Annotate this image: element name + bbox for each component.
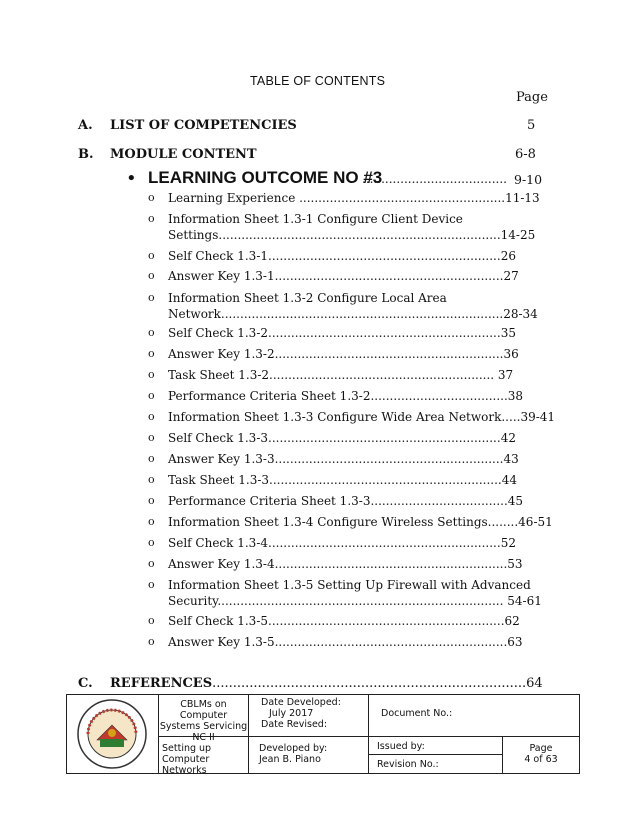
entry-bullet: o: [148, 368, 155, 381]
page-number-cell: [503, 737, 579, 773]
entry-text: Performance Criteria Sheet 1.3-2....................................38: [168, 389, 524, 403]
entry-bullet: o: [148, 249, 155, 262]
module-title-cell: Setting up Computer Networks: [159, 737, 249, 773]
document-footer-table: [66, 694, 580, 774]
entry-text-continued: Network..........................................................................28-34: [168, 307, 538, 321]
entry-text: Answer Key 1.3-2............................................................36: [168, 347, 519, 361]
entry-text: Self Check 1.3-1.............................................................26: [168, 249, 516, 263]
section-b-pages: 6-8: [515, 147, 536, 162]
entry-text: Self Check 1.3-3.............................................................42: [168, 431, 516, 445]
entry-text: Performance Criteria Sheet 1.3-3....................................45: [168, 494, 524, 508]
entry-text: Information Sheet 1.3-5 Setting Up Firewall with Advanced: [168, 578, 531, 592]
entry-bullet: o: [148, 269, 155, 282]
learning-outcome-title: LEARNING OUTCOME NO #3: [148, 168, 383, 187]
entry-bullet: o: [148, 326, 155, 339]
section-b-letter: B.: [78, 147, 94, 162]
developed-by-value: Jean B. Piano: [259, 754, 321, 765]
page-column-header: Page: [516, 90, 548, 105]
section-c-letter: C.: [78, 676, 93, 691]
entry-bullet: o: [148, 452, 155, 465]
entry-text: Information Sheet 1.3-4 Configure Wireless Settings........46-51: [168, 515, 553, 529]
entry-bullet: o: [148, 536, 155, 549]
section-a-letter: A.: [78, 118, 93, 133]
developed-by-label: Developed by:: [259, 743, 328, 754]
page-value: 4 of 63: [524, 754, 558, 765]
section-a-label: LIST OF COMPETENCIES: [110, 118, 297, 133]
developed-by-cell: [249, 737, 369, 773]
issued-by-cell: Issued by:: [369, 737, 503, 755]
entry-text-continued: Security........................................................................... 54-61: [168, 594, 542, 608]
learning-outcome-pages: 9-10: [514, 172, 543, 187]
entry-bullet: o: [148, 212, 155, 225]
entry-text: Self Check 1.3-4.............................................................52: [168, 536, 516, 550]
entry-bullet: o: [148, 494, 155, 507]
entry-text: Task Sheet 1.3-2........................................................... 37: [168, 368, 514, 382]
cblm-title-cell: CBLMs on Computer Systems Servicing NC II: [159, 695, 249, 737]
references-dots-pages: ............................................................................64: [212, 676, 543, 691]
entry-bullet: o: [148, 635, 155, 648]
section-a-pages: 5: [527, 118, 536, 133]
entry-bullet: o: [148, 614, 155, 627]
entry-text: Learning Experience ......................................................11-13: [168, 191, 540, 205]
learning-outcome-bullet: •: [126, 168, 137, 189]
entry-bullet: o: [148, 557, 155, 570]
entry-bullet: o: [148, 410, 155, 423]
entry-bullet: o: [148, 291, 155, 304]
entry-bullet: o: [148, 191, 155, 204]
date-revised-label: Date Revised:: [261, 719, 328, 730]
entry-text: Information Sheet 1.3-1 Configure Client Device: [168, 212, 463, 226]
section-b-label: MODULE CONTENT: [110, 147, 257, 162]
entry-bullet: o: [148, 347, 155, 360]
entry-text-continued: Settings..........................................................................14-25: [168, 228, 536, 242]
learning-outcome-dots: ......................................: [362, 172, 507, 186]
entry-bullet: o: [148, 431, 155, 444]
entry-text: Answer Key 1.3-3............................................................43: [168, 452, 519, 466]
entry-bullet: o: [148, 473, 155, 486]
entry-text: Information Sheet 1.3-3 Configure Wide Area Network.....39-41: [168, 410, 556, 424]
references-line: [110, 676, 543, 691]
school-seal-logo: [67, 695, 157, 773]
document-no-cell: Document No.:: [369, 695, 579, 737]
entry-bullet: o: [148, 515, 155, 528]
entry-bullet: o: [148, 578, 155, 591]
date-developed-value: July 2017: [269, 708, 314, 719]
entry-text: Answer Key 1.3-4.............................................................53: [168, 557, 523, 571]
entry-text: Answer Key 1.3-5.............................................................63: [168, 635, 523, 649]
entry-text: Self Check 1.3-2.............................................................35: [168, 326, 516, 340]
entry-text: Information Sheet 1.3-2 Configure Local Area: [168, 291, 447, 305]
revision-no-cell: Revision No.:: [369, 755, 503, 773]
entry-text: Answer Key 1.3-1............................................................27: [168, 269, 519, 283]
toc-title: TABLE OF CONTENTS: [250, 74, 386, 88]
page-label: Page: [529, 743, 553, 754]
school-logo-cell: [67, 695, 159, 773]
entry-bullet: o: [148, 389, 155, 402]
date-cell: [249, 695, 369, 737]
date-developed-label: Date Developed:: [261, 697, 341, 708]
entry-text: Task Sheet 1.3-3.............................................................44: [168, 473, 517, 487]
entry-text: Self Check 1.3-5..............................................................62: [168, 614, 520, 628]
references-label: REFERENCES: [110, 676, 213, 691]
